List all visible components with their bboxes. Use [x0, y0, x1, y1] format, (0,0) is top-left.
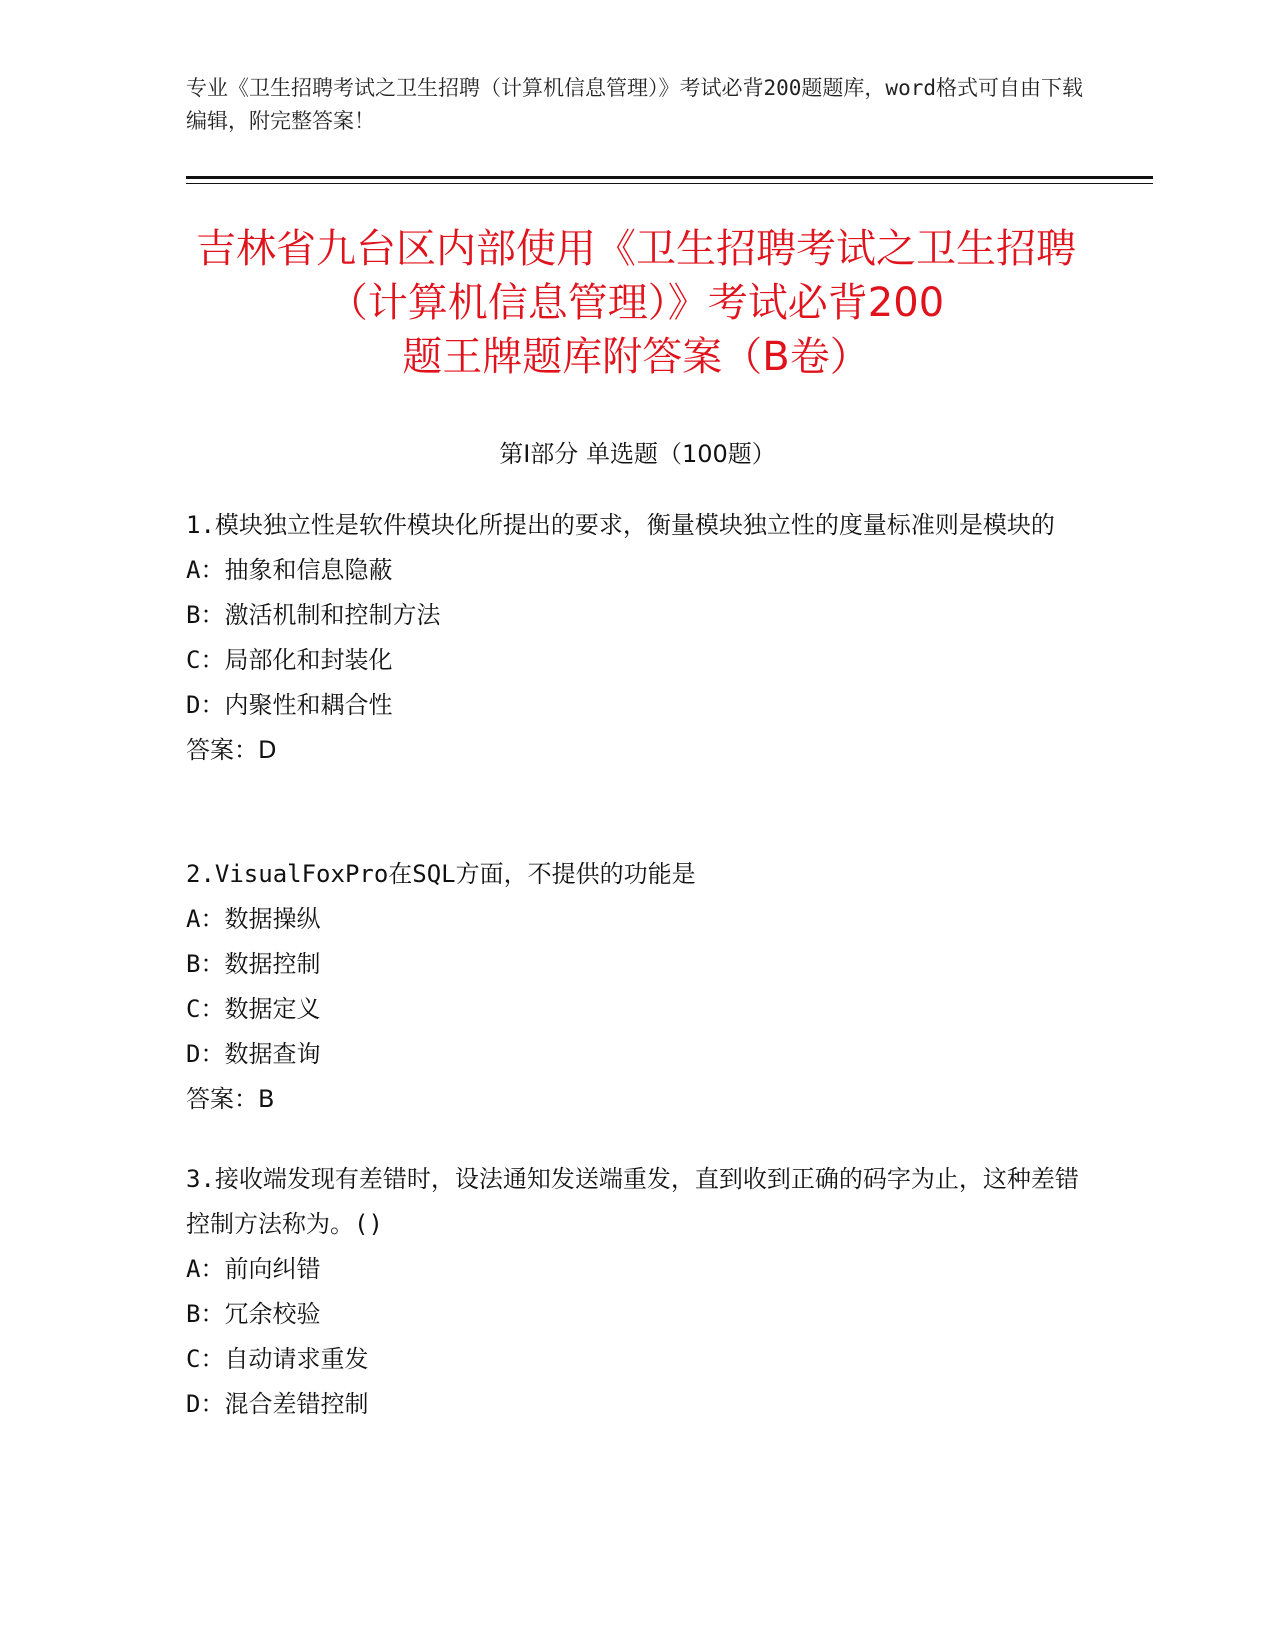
- answer: 答案：D: [186, 736, 277, 764]
- option-c: C：自动请求重发: [186, 1345, 369, 1373]
- header-divider-thick: [186, 176, 1153, 179]
- option-a: A：前向纠错: [186, 1255, 321, 1283]
- document-title: [186, 222, 1086, 384]
- option-b: B：激活机制和控制方法: [186, 601, 441, 629]
- option-d: D：内聚性和耦合性: [186, 691, 393, 719]
- option-b: B：数据控制: [186, 950, 321, 978]
- option-a: A：数据操纵: [186, 905, 321, 933]
- option-a: A：抽象和信息隐蔽: [186, 556, 393, 584]
- document-title-line1: 吉林省九台区内部使用《卫生招聘考试之卫生招聘（计算机信息管理）》考试必背200: [196, 226, 1076, 326]
- question-stem: 1.模块独立性是软件模块化所提出的要求，衡量模块独立性的度量标准则是模块的: [186, 511, 1055, 539]
- document-title-line2: 题王牌题库附答案（B卷）: [402, 334, 870, 380]
- question-2: [186, 852, 1086, 1122]
- question-1: [186, 503, 1086, 773]
- question-3: [186, 1157, 1086, 1427]
- header-note: 专业《卫生招聘考试之卫生招聘（计算机信息管理）》考试必背200题题库，word格式可自由下载编辑，附完整答案！: [186, 76, 1083, 133]
- option-c: C：数据定义: [186, 995, 321, 1023]
- header-divider-thin: [186, 183, 1153, 184]
- question-stem: 2.VisualFoxPro在SQL方面，不提供的功能是: [186, 860, 696, 888]
- option-c: C：局部化和封装化: [186, 646, 393, 674]
- option-b: B：冗余校验: [186, 1300, 321, 1328]
- answer: 答案：B: [186, 1085, 275, 1113]
- option-d: D：数据查询: [186, 1040, 321, 1068]
- question-stem: 3.接收端发现有差错时，设法通知发送端重发，直到收到正确的码字为止，这种差错控制方法称为。(): [186, 1165, 1079, 1238]
- option-d: D：混合差错控制: [186, 1390, 369, 1418]
- section-heading: 第Ⅰ部分 单选题（100题）: [499, 440, 776, 468]
